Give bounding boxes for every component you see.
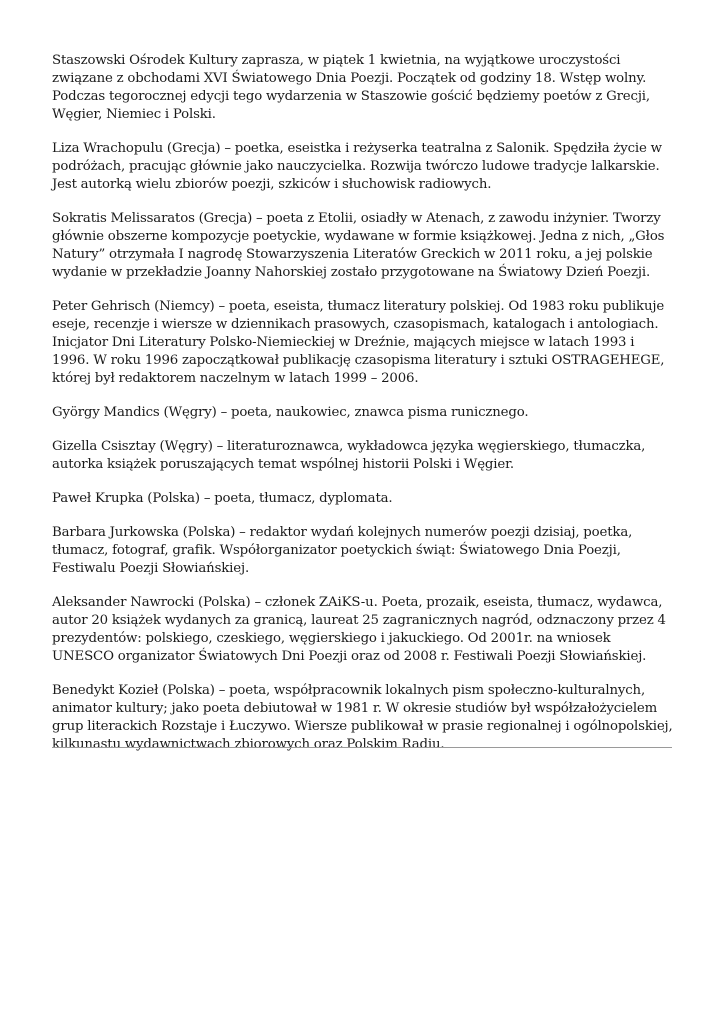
poet-bio-paragraph: Peter Gehrisch (Niemcy) – poeta, eseista, tłumacz literatury polskiej. Od 1983 roku publikuje eseje, recenzje i wiersze w dziennikach prasowych, czasopismach, katalogach i antologiach. Inicjator Dni Literatury Polsko-Niemieckiej w Dreźnie, mających miejsce w latach 1993 i 1996. W roku 1996 zapoczątkował publikację czasopisma literatury i sztuki OSTRAGEHEGE, której był redaktorem naczelnym w latach 1999 – 2006.: [52, 299, 665, 386]
article-body: [52, 52, 674, 770]
poet-bio-paragraph: Barbara Jurkowska (Polska) – redaktor wydań kolejnych numerów poezji dzisiaj, poetka, tłumacz, fotograf, grafik. Współorganizator poetyckich świąt: Światowego Dnia Poezji, Festiwalu Poezji Słowiańskiej.: [52, 525, 633, 576]
poet-bio-paragraph: Gizella Csisztay (Węgry) – literaturoznawca, wykładowca języka węgierskiego, tłumaczka, autorka książek poruszających temat wspólnej historii Polski i Węgier.: [52, 439, 646, 472]
poet-bio-paragraph: Sokratis Melissaratos (Grecja) – poeta z Etolii, osiadły w Atenach, z zawodu inżynier. Tworzy głównie obszerne kompozycje poetyckie, wydawane w formie książkowej. Jedna z nich, „Głos Natury” otrzymała I nagrodę Stowarzyszenia Literatów Greckich w 2011 roku, a jej polskie wydanie w przekładzie Joanny Nahorskiej zostało przygotowane na Światowy Dzień Poezji.: [52, 211, 665, 280]
footer-divider: [52, 747, 672, 748]
poet-bio-paragraph: Aleksander Nawrocki (Polska) – członek ZAiKS-u. Poeta, prozaik, eseista, tłumacz, wydawca, autor 20 książek wydanych za granicą, laureat 25 zagranicznych nagród, odznaczony przez 4 prezydentów: polskiego, czeskiego, węgierskiego i jakuckiego. Od 2001r. na wniosek UNESCO organizator Światowych Dni Poezji oraz od 2008 r. Festiwali Poezji Słowiańskiej.: [52, 595, 666, 664]
poet-bio-paragraph: Paweł Krupka (Polska) – poeta, tłumacz, dyplomata.: [52, 491, 393, 506]
poet-bio-paragraph: Benedykt Kozieł (Polska) – poeta, współpracownik lokalnych pism społeczno-kulturalnych, animator kultury; jako poeta debiutował w 1981 r. W okresie studiów był współzałożycielem grup literackich Rozstaje i Łuczywo. Wiersze publikował w prasie regionalnej i ogólnopolskiej, kilkunastu wydawnictwach zbiorowych oraz Polskim Radiu.: [52, 683, 673, 752]
intro-paragraph: Staszowski Ośrodek Kultury zaprasza, w piątek 1 kwietnia, na wyjątkowe uroczystości związane z obchodami XVI Światowego Dnia Poezji. Początek od godziny 18. Wstęp wolny. Podczas tegorocznej edycji tego wydarzenia w Staszowie gościć będziemy poetów z Grecji, Węgier, Niemiec i Polski.: [52, 53, 650, 122]
poet-bio-paragraph: György Mandics (Węgry) – poeta, naukowiec, znawca pisma runicznego.: [52, 405, 529, 420]
poet-bio-paragraph: Liza Wrachopulu (Grecja) – poetka, eseistka i reżyserka teatralna z Salonik. Spędziła życie w podróżach, pracując głównie jako nauczycielka. Rozwija twórczo ludowe tradycje lalkarskie. Jest autorką wielu zbiorów poezji, szkiców i słuchowisk radiowych.: [52, 141, 662, 192]
